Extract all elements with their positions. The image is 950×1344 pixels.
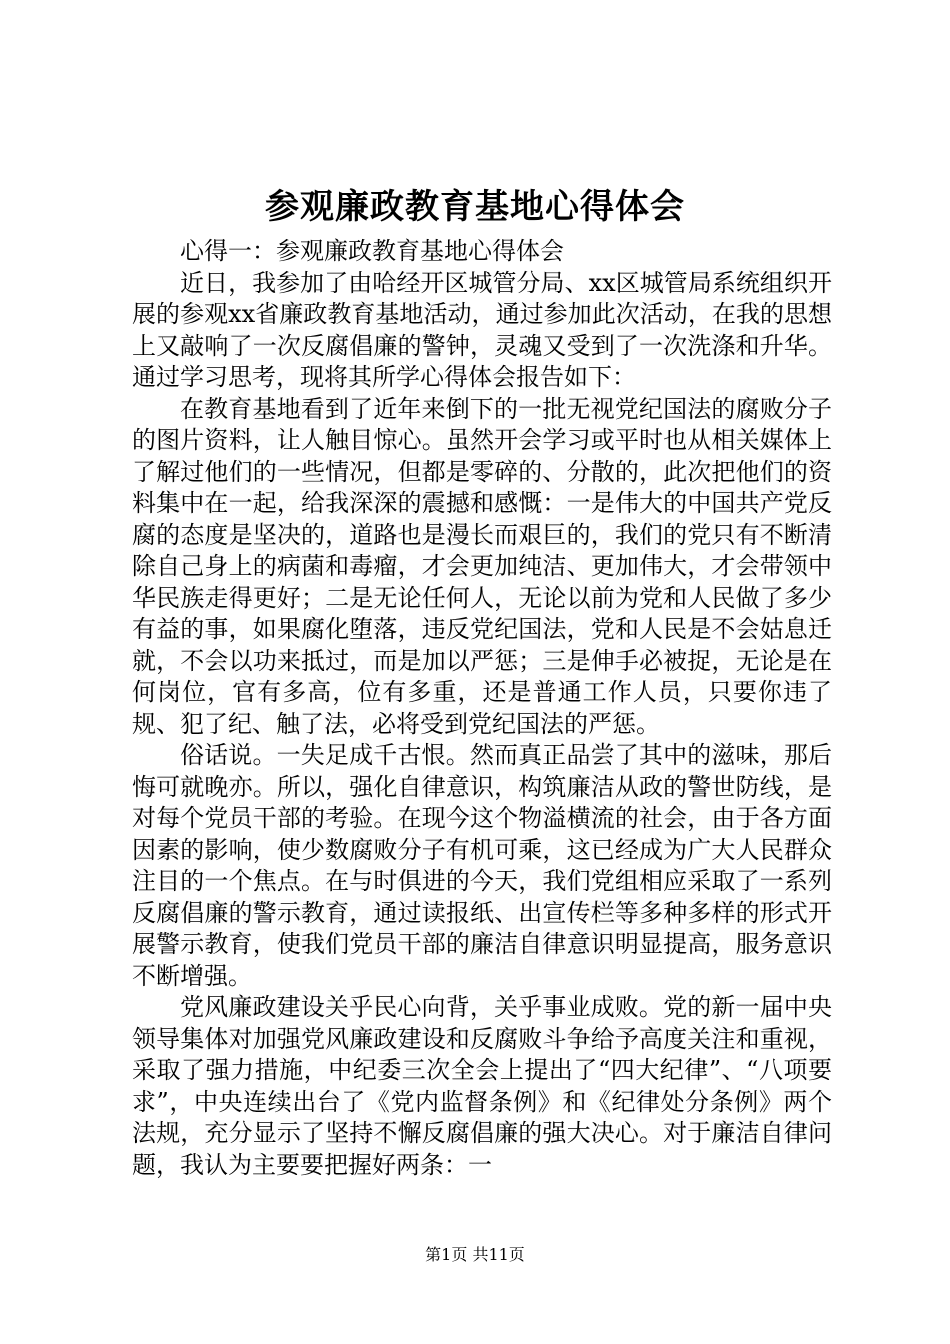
paragraph: 近日，我参加了由哈经开区城管分局、xx区城管局系统组织开展的参观xx省廉政教育基地活动，通过参加此次活动，在我的思想上又敲响了一次反腐倡廉的警钟，灵魂又受到了一次洗涤和升华。通过学习思考，现将其所学心得体会报告如下： [132,268,832,391]
paragraph: 俗话说。一失足成千古恨。然而真正品尝了其中的滋味，那后悔可就晚亦。所以，强化自律意识，构筑廉洁从政的警世防线，是对每个党员干部的考验。在现今这个物溢横流的社会，由于各方面因素的影响，使少数腐败分子有机可乘，这已经成为广大人民群众注目的一个焦点。在与时俱进的今天，我们党组相应采取了一系列反腐倡廉的警示教育，通过读报纸、出宣传栏等多种多样的形式开展警示教育，使我们党员干部的廉洁自律意识明显提高，服务意识不断增强。 [132,741,832,990]
document-body [132,236,832,1181]
paragraph-subtitle: 心得一：参观廉政教育基地心得体会 [180,237,564,265]
paragraph: 党风廉政建设关乎民心向背，关乎事业成败。党的新一届中央领导集体对加强党风廉政建设和反腐败斗争给予高度关注和重视，采取了强力措施，中纪委三次全会上提出了“四大纪律”、“八项要求”，中央连续出台了《党内监督条例》和《纪律处分条例》两个法规，充分显示了坚持不懈反腐倡廉的强大决心。对于廉洁自律问题，我认为主要要把握好两条：一 [132,993,832,1179]
page-number-footer: 第1页 共11页 [425,1245,525,1264]
document-title: 参观廉政教育基地心得体会 [265,187,685,227]
paragraph: 在教育基地看到了近年来倒下的一批无视党纪国法的腐败分子的图片资料，让人触目惊心。虽然开会学习或平时也从相关媒体上了解过他们的一些情况，但都是零碎的、分散的，此次把他们的资料集中在一起，给我深深的震撼和感慨：一是伟大的中国共产党反腐的态度是坚决的，道路也是漫长而艰巨的，我们的党只有不断清除自己身上的病菌和毒瘤，才会更加纯洁、更加伟大，才会带领中华民族走得更好；二是无论任何人，无论以前为党和人民做了多少有益的事，如果腐化堕落，违反党纪国法，党和人民是不会姑息迁就，不会以功来抵过，而是加以严惩；三是伸手必被捉，无论是在何岗位，官有多高，位有多重，还是普通工作人员，只要你违了规、犯了纪、触了法，必将受到党纪国法的严惩。 [132,394,832,738]
